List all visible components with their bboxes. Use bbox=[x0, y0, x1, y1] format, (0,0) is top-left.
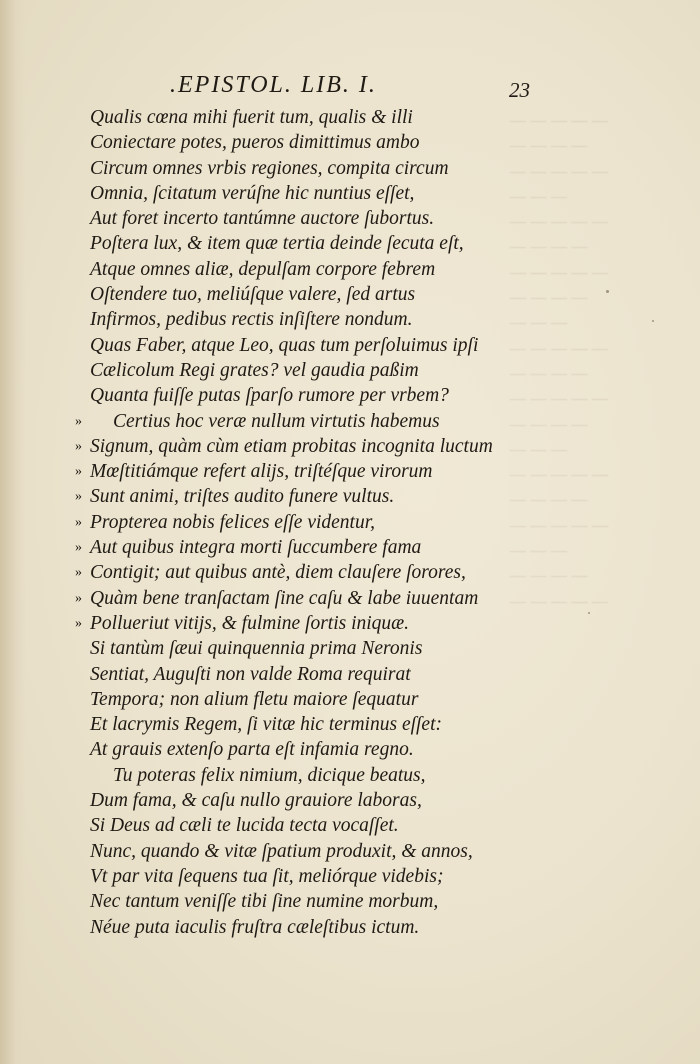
verse-line-text: Sunt animi, triſtes audito funere vultus. bbox=[90, 486, 395, 508]
verse-line bbox=[75, 257, 515, 282]
quotation-mark-marginal: » bbox=[75, 590, 82, 606]
verse-line-text: Circum omnes vrbis regiones, compita circum bbox=[90, 157, 449, 179]
verse-line-text: Aut foret incerto tantúmne auctore ſubortus. bbox=[90, 208, 435, 230]
verse-line bbox=[75, 307, 515, 332]
verse-line bbox=[75, 484, 515, 509]
verse-line-text: Si Deus ad cæli te lucida tecta vocaſſet. bbox=[90, 815, 399, 837]
verse-line bbox=[75, 282, 515, 307]
verse-line bbox=[75, 712, 515, 737]
quotation-mark-marginal: » bbox=[75, 464, 82, 480]
verse-line-text: Nunc, quando & vitæ ſpatium produxit, & annos, bbox=[90, 840, 473, 862]
verse-line bbox=[75, 763, 515, 788]
verse-line-text: Qualis cœna mihi fuerit tum, qualis & illi bbox=[90, 107, 413, 128]
verse-line-text: Tempora; non alium fletu maiore ſequatur bbox=[90, 688, 419, 710]
verse-line bbox=[75, 560, 515, 585]
verse-line bbox=[75, 206, 515, 231]
verse-line-text: Oſtendere tuo, meliúſque valere, ſed artus bbox=[90, 284, 416, 306]
running-title: .EPISTOL. LIB. I. bbox=[170, 72, 377, 98]
verse-line-text: Sentiat, Auguſti non valde Roma requirat bbox=[90, 663, 411, 685]
quotation-mark-marginal: » bbox=[75, 615, 82, 631]
verse-line bbox=[75, 889, 515, 914]
verse-line-text: Pollueriut vitijs, & fulmine ſortis iniquæ. bbox=[90, 612, 410, 634]
verse-line-text: Atque omnes aliæ, depulſam corpore febrem bbox=[90, 258, 436, 280]
verse-line bbox=[75, 105, 515, 130]
verse-line bbox=[75, 662, 515, 687]
verse-line-text: Et lacrymis Regem, ſi vitæ hic terminus eſſet: bbox=[90, 714, 442, 736]
verse-line bbox=[75, 864, 515, 889]
verse-line-text: At grauis extenſo parta eſt infamia regno. bbox=[90, 739, 414, 761]
quotation-mark-marginal: » bbox=[75, 438, 82, 454]
verse-line bbox=[75, 687, 515, 712]
verse-line-text: Coniectare potes, pueros dimittimus ambo bbox=[90, 132, 420, 154]
verse-line bbox=[75, 231, 515, 256]
verse-line bbox=[75, 510, 515, 535]
verse-line-text: Dum fama, & caſu nullo grauiore laboras, bbox=[90, 790, 422, 812]
verse-line bbox=[75, 839, 515, 864]
verse-line bbox=[75, 130, 515, 155]
verse-line bbox=[75, 788, 515, 813]
show-through-text: — — — — — — — — — — — — — — — — — — — — — — — — — — — — — — — — — — — — — — — — — — — — — — — — — — — — — — — — — — — — — — — — — — — — — — — — — — — — — — — — — — — — — bbox=[510, 110, 609, 611]
verse-line bbox=[75, 181, 515, 206]
verse-line bbox=[75, 156, 515, 181]
verse-line-text: Contigit; aut quibus antè, diem clauſere ſorores, bbox=[90, 562, 466, 584]
quotation-mark-marginal: » bbox=[75, 540, 82, 556]
verse-line-text: Quas Faber, atque Leo, quas tum perſoluimus ipſi bbox=[90, 334, 479, 356]
verse-line bbox=[75, 535, 515, 560]
poem-text-block bbox=[75, 105, 515, 940]
verse-line bbox=[75, 409, 515, 434]
verse-line-text: Tu poteras felix nimium, dicique beatus, bbox=[113, 764, 426, 786]
verse-line-text: Signum, quàm cùm etiam probitas incognita luctum bbox=[90, 435, 493, 457]
gutter-shadow bbox=[0, 0, 26, 1064]
verse-line-text: Certius hoc veræ nullum virtutis habemus bbox=[113, 410, 440, 432]
verse-line-text: Aut quibus integra morti ſuccumbere fama bbox=[90, 537, 422, 559]
verse-line-text: Infirmos, pedibus rectis inſiſtere nondum. bbox=[90, 309, 413, 331]
verse-line bbox=[75, 915, 515, 940]
verse-line bbox=[75, 333, 515, 358]
verse-line-text: Propterea nobis felices eſſe videntur, bbox=[90, 511, 376, 533]
verse-line bbox=[75, 586, 515, 611]
page-number: 23 bbox=[509, 78, 530, 102]
verse-line-text: Si tantùm ſæui quinquennia prima Neronis bbox=[90, 638, 423, 660]
verse-line bbox=[75, 737, 515, 762]
verse-line bbox=[75, 636, 515, 661]
quotation-mark-marginal: » bbox=[75, 413, 82, 429]
verse-line-text: Mœſtitiámque refert alijs, triſtéſque virorum bbox=[90, 461, 433, 483]
quotation-mark-marginal: » bbox=[75, 514, 82, 530]
verse-line bbox=[75, 358, 515, 383]
verse-line-text: Quàm bene tranſactam ſine caſu & labe iuuentam bbox=[90, 587, 479, 609]
verse-line-text: Omnia, ſcitatum verúſne hic nuntius eſſet, bbox=[90, 182, 415, 204]
verse-line-text: Vt par vita ſequens tua ſit, meliórque videbis; bbox=[90, 865, 444, 887]
quotation-mark-marginal: » bbox=[75, 489, 82, 505]
page-header bbox=[170, 72, 530, 108]
verse-line bbox=[75, 459, 515, 484]
verse-line-text: Néue puta iaculis fruſtra cæleſtibus ictum. bbox=[90, 916, 420, 938]
verse-line bbox=[75, 611, 515, 636]
verse-line bbox=[75, 434, 515, 459]
verse-line-text: Quanta fuiſſe putas ſparſo rumore per vrbem? bbox=[90, 385, 449, 407]
verse-line-text: Cælicolum Regi grates? vel gaudia paßim bbox=[90, 359, 419, 381]
verse-line-text: Poſtera lux, & item quæ tertia deinde ſecuta eſt, bbox=[90, 233, 464, 255]
verse-line-text: Nec tantum veniſſe tibi ſine numine morbum, bbox=[90, 891, 439, 913]
quotation-mark-marginal: » bbox=[75, 565, 82, 581]
verse-line bbox=[75, 813, 515, 838]
verse-line bbox=[75, 383, 515, 408]
